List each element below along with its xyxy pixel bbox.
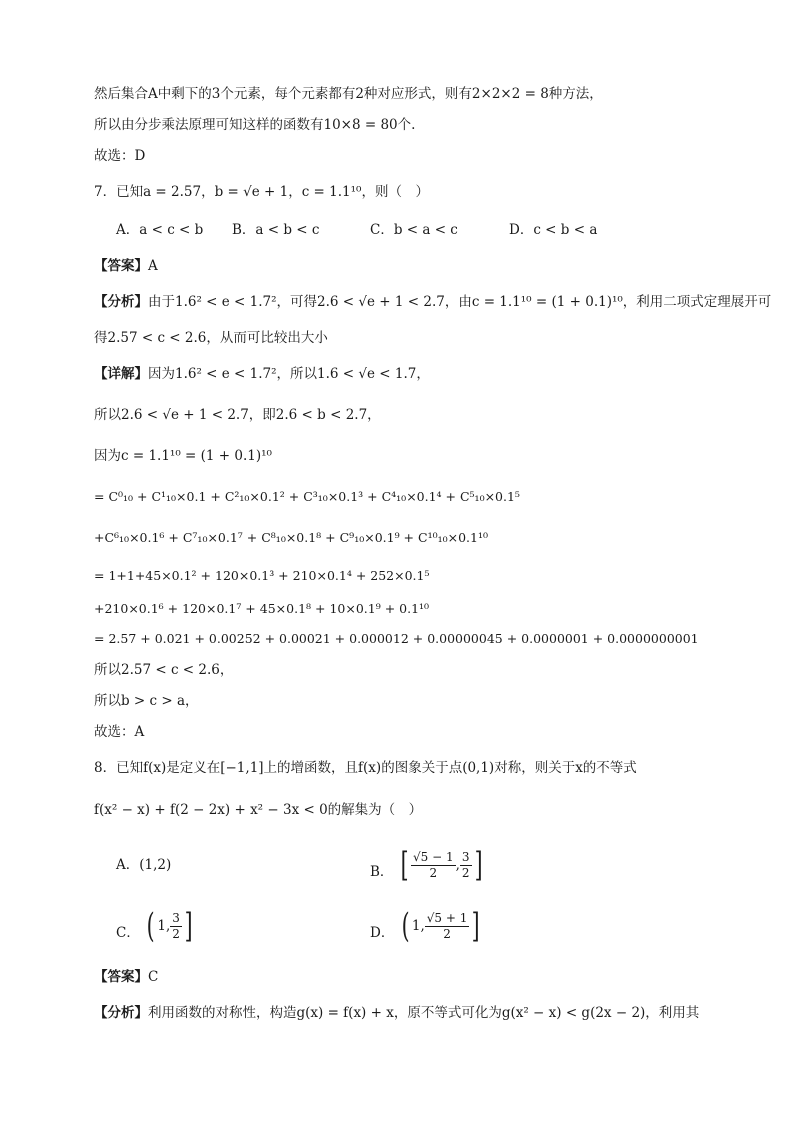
q8-option-a: A．(1,2) — [116, 857, 172, 873]
equation-line: = 2.57 + 0.021 + 0.00252 + 0.00021 + 0.000012 + 0.00000045 + 0.0000001 + 0.0000000001 — [94, 631, 699, 646]
analysis-text: 利用函数的对称性，构造g(x) = f(x) + x，原不等式可化为g(x² − x) < g(2x − 2)，利用其 — [148, 1005, 700, 1021]
analysis-tag: 【分析】 — [94, 1005, 148, 1021]
analysis-8 — [94, 1003, 699, 1023]
text-line: 所以b > c > a， — [94, 693, 199, 709]
q7-option-a: A．a < c < b — [116, 222, 204, 238]
equation-line: = C⁰₁₀ + C¹₁₀×0.1 + C²₁₀×0.1² + C³₁₀×0.1³ + C⁴₁₀×0.1⁴ + C⁵₁₀×0.1⁵ — [94, 489, 520, 504]
q7-option-c: C．b < a < c — [370, 222, 458, 238]
answer-tag: 【答案】 — [94, 969, 148, 985]
detail-7 — [94, 364, 430, 384]
fraction-denominator: 2 — [461, 865, 470, 880]
fraction-numerator: 3 — [461, 849, 470, 864]
interval-start: 1, — [157, 918, 171, 934]
answer-8 — [94, 967, 158, 987]
fraction-numerator: √5 − 1 — [412, 849, 454, 864]
equation-line: +210×0.1⁶ + 120×0.1⁷ + 45×0.1⁸ + 10×0.1⁹ + 0.1¹⁰ — [94, 601, 430, 616]
analysis-7 — [94, 292, 771, 312]
detail-tag: 【详解】 — [94, 366, 148, 382]
q7-option-b: B．a < b < c — [232, 222, 320, 238]
equation-line: = 1+1+45×0.1² + 120×0.1³ + 210×0.1⁴ + 252×0.1⁵ — [94, 568, 430, 583]
interval-start: 1, — [411, 918, 425, 934]
fraction-numerator: √5 + 1 — [426, 910, 468, 925]
text-line: 所以2.6 < √e + 1 < 2.7，即2.6 < b < 2.7， — [94, 407, 381, 423]
option-label: B． — [370, 864, 394, 880]
text-line: 所以2.57 < c < 2.6， — [94, 662, 234, 678]
text-line: 得2.57 < c < 2.6，从而可比较出大小 — [94, 330, 328, 346]
q8-option-b: B． [ $\frac{√5 - 1}{2}$ , $\frac{3}{2}$ ] — [370, 845, 483, 885]
text-line: 因为c = 1.1¹⁰ = (1 + 0.1)¹⁰ — [94, 448, 272, 464]
fraction-denominator: 2 — [429, 865, 438, 880]
fraction-denominator: 2 — [443, 926, 451, 941]
text-line: 故选：A — [94, 724, 145, 740]
question-8-stem: 8．已知f(x)是定义在[−1,1]上的增函数，且f(x)的图象关于点(0,1)对称，则关于x的不等式 — [94, 760, 637, 776]
analysis-text: 由于1.6² < e < 1.7²，可得2.6 < √e + 1 < 2.7，由c = 1.1¹⁰ = (1 + 0.1)¹⁰，利用二项式定理展开可 — [148, 294, 772, 310]
answer-tag: 【答案】 — [94, 258, 148, 274]
q8-option-c: C． ( 1, $\frac{3}{2}$ ] — [116, 906, 193, 946]
answer-value: C — [148, 969, 159, 985]
question-8-stem-cont: f(x² − x) + f(2 − 2x) + x² − 3x < 0的解集为（ ） — [94, 802, 423, 818]
text-line: 故选：D — [94, 148, 146, 164]
fraction-numerator: 3 — [172, 910, 180, 925]
q7-option-d: D．c < b < a — [509, 222, 598, 238]
equation-line: +C⁶₁₀×0.1⁶ + C⁷₁₀×0.1⁷ + C⁸₁₀×0.1⁸ + C⁹₁₀×0.1⁹ + C¹⁰₁₀×0.1¹⁰ — [94, 530, 488, 545]
answer-value: A — [148, 258, 158, 274]
detail-text: 因为1.6² < e < 1.7²，所以1.6 < √e < 1.7， — [148, 366, 430, 382]
text-line: 然后集合A中剩下的3个元素，每个元素都有2种对应形式，则有2×2×2 = 8种方法， — [94, 86, 603, 102]
analysis-tag: 【分析】 — [94, 294, 148, 310]
text-line: 所以由分步乘法原理可知这样的函数有10×8 = 80个. — [94, 117, 416, 133]
fraction-denominator: 2 — [172, 926, 180, 941]
option-label: C． — [116, 925, 140, 941]
question-7-stem: 7．已知a = 2.57，b = √e + 1，c = 1.1¹⁰，则（ ） — [94, 184, 429, 200]
option-label: D． — [370, 925, 395, 941]
q8-option-d: D． ( 1, $\frac{√5 + 1}{2}$ ] — [370, 906, 481, 946]
answer-7 — [94, 256, 158, 276]
